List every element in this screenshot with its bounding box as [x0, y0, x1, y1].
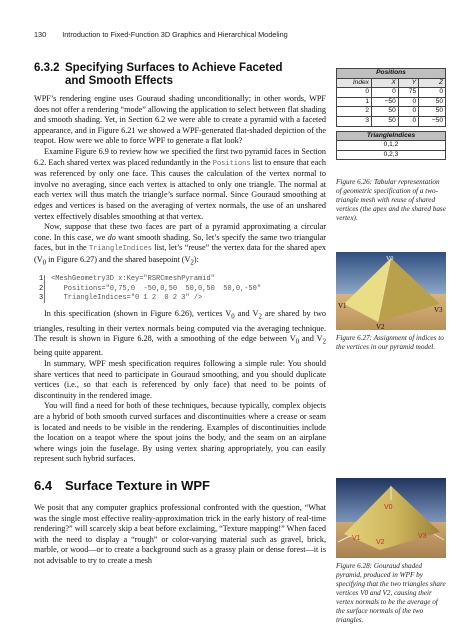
table-row: 0,2,3	[337, 150, 446, 160]
column-header: X	[371, 78, 398, 88]
code-line: Positions="0,75,0 -50,0,50 50,0,50 50,0,-50"	[51, 284, 262, 293]
section-number: 6.3.2	[34, 62, 60, 74]
table-row: 1 −50 0 50	[337, 97, 446, 107]
paragraph-1: WPF’s rendering engine uses Gouraud shading unconditionally; in other words, WPF does not offer a rendering “mode” allowing the application to select between flat shading and smooth shading. Yet, in Section 6.2 we were able to create a pyramid with a faceted appearance, and in Figure 6.21 we showed a WPF-generated flat-shaded depiction of the teapot. How were we able to force WPF to generate a flat look?	[34, 94, 326, 146]
pyramid-vertices-image	[336, 252, 446, 330]
table-row: 2 50 0 50	[337, 107, 446, 117]
section-heading-2	[34, 478, 326, 493]
positions-table	[336, 68, 446, 160]
figure-6-27	[336, 252, 446, 352]
section-heading	[34, 62, 326, 88]
vertex-label: V2	[376, 323, 385, 330]
table-row: 0 0 75 0	[337, 88, 446, 98]
figure-6-28	[336, 478, 446, 625]
section-title-line2: and Smooth Effects	[65, 75, 173, 87]
running-header	[34, 30, 288, 39]
paragraph-4: In this specification (shown in Figure 6.26), vertices $V_0$ and $V_2$ are shared by two triangles, resulting in their vertex normals being computed via the averaging technique. The result is shown in Figure 6.28, with a smoothing of the edge between $V_0$ and $V_2$ being quite apparent.	[34, 309, 326, 358]
code-line: TriangleIndices="0 1 2 0 2 3" />	[51, 293, 203, 302]
paragraph-6: You will find a need for both of these techniques, because typically, complex objects are a hybrid of both smooth curved surfaces and discontinuities where a crease or seam is located and needs to be visible in the rendering. Examples of discontinuities include the location on a teapot where the spout joins the body, and the seam on an airplane where wings join the fuselage. By using vertex sharing appropriately, you can easily represent such hybrid surfaces.	[34, 401, 326, 464]
section2-title: Surface Texture in WPF	[65, 477, 210, 493]
figure-6-27-caption: Figure 6.27: Assignment of indices to the vertices in our pyramid model.	[336, 334, 444, 351]
vertex-label: V3	[418, 533, 427, 540]
vertex-label: V2	[376, 539, 385, 546]
section-title-line1: Specifying Surfaces to Achieve Faceted	[65, 62, 283, 74]
positions-table-title: Positions	[337, 69, 446, 79]
page-number: 130	[34, 30, 47, 39]
inline-code: Positions	[212, 159, 251, 168]
vertex-label: V0	[386, 256, 394, 262]
figure-6-26-caption: Figure 6.26: Tabular representation of geometric specification of a two-triangle mesh with reuse of shared vertices (the apex and the shared base vertex).	[336, 178, 446, 223]
code-listing	[39, 275, 326, 303]
column-header: Y	[398, 78, 418, 88]
figure-6-26	[336, 68, 446, 223]
vertex-label: V0	[384, 504, 393, 511]
section2-number: 6.4	[34, 477, 53, 493]
table-row: 0,1,2	[337, 141, 446, 151]
vertex-label: V1	[338, 302, 347, 310]
vertex-label: V1	[352, 535, 361, 542]
main-column	[34, 62, 326, 567]
running-title: Introduction to Fixed-Function 3D Graphics and Hierarchical Modeling	[62, 30, 288, 39]
line-number: 2	[39, 284, 44, 293]
paragraph-2: Examine Figure 6.9 to review how we specified the first two pyramid faces in Section 6.2. Each shared vertex was placed redundantly in the Positions list to ensure that each was referenced by only one face. This causes the calculation of the vertex normal to involve no averaging, since each vertex is attached to only one triangle. The normal at each vertex will thus match the triangle’s surface normal. Since Gouraud smoothing at edges and vertices is based on the averaging of vertex normals, the use of an unshared vertex effectively disables smoothing at that vertex.	[34, 146, 326, 221]
table-row: 3 50 0 −50	[337, 116, 446, 126]
line-number: 3	[39, 293, 44, 302]
indices-table-title: TriangleIndices	[337, 131, 446, 141]
paragraph-7: We posit that any computer graphics professional confronted with the question, “What was the single most effective reality-approximation trick in the early history of real-time rendering?” will scarcely skip a beat before exclaiming, “Texture mapping!” When faced with the need to display a “rough” or color-varying material such as gravel, brick, marble, or wood—or to create a background such as a grassy plain or dense forest—it is not advisable to try to create a mesh	[34, 502, 326, 565]
column-header: Z	[419, 78, 446, 88]
inline-code: TriangleIndices	[89, 245, 153, 254]
gouraud-pyramid-image	[336, 478, 446, 558]
figure-6-28-caption: Figure 6.28: Gouraud shaded pyramid, produced in WPF by specifying that the two triangles share vertices V0 and V2, causing their vertex normals to be the average of the surface normals of the two triangles.	[336, 562, 446, 624]
line-number: 1	[39, 275, 44, 284]
vertex-label: V3	[434, 306, 443, 314]
column-header: Index	[337, 78, 372, 88]
paragraph-3: Now, suppose that these two faces are part of a pyramid approximating a circular cone. In this case, we do want smooth shading. So, let’s specify the same two triangular faces, but in the TriangleIndices list, let’s “reuse” the vertex data for the shared apex ($V_0$ in Figure 6.27) and the shared basepoint $(V_2)$:	[34, 222, 326, 267]
code-line: <MeshGeometry3D x:Key="RSRCmeshPyramid"	[51, 275, 215, 284]
paragraph-5: In summary, WPF mesh specification requires following a simple rule: You should share vertices that need to participate in Gouraud smoothing, and you should duplicate vertices (i.e., so that each is referenced by only face) that need to be points of discontinuity in the rendered image.	[34, 359, 326, 400]
